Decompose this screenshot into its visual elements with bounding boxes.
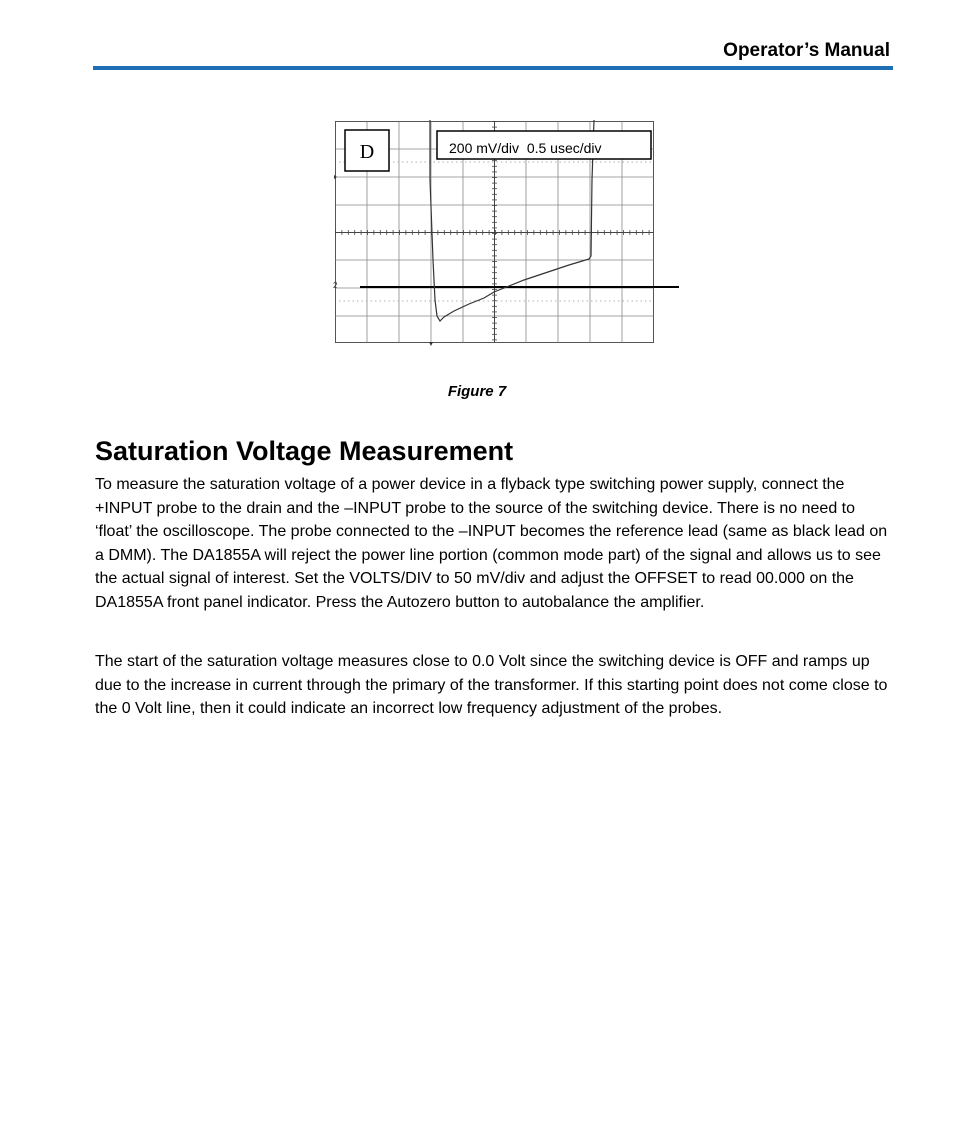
body-paragraph: To measure the saturation voltage of a power device in a flyback type switching power supply, connect the +INPUT probe to the drain and the –INPUT probe to the source of the switching device. There is no need to ‘float’ the oscilloscope. The probe connected to the –INPUT becomes the reference lead (same as black lead on a DMM). The DA1855A will reject the power line portion (common mode part) of the signal and allows us to see the actual signal of interest. Set the VOLTS/DIV to 50 mV/div and adjust the OFFSET to read 00.000 on the DA1855A front panel indicator. Press the Autozero button to autobalance the amplifier. xyxy=(95,476,888,611)
channel-label: D xyxy=(359,141,375,163)
bottom-marker xyxy=(429,342,433,346)
figure-caption: Figure 7 xyxy=(447,383,507,400)
ground-marker: 2 xyxy=(333,281,338,290)
header-rule xyxy=(93,66,893,70)
oscilloscope-figure xyxy=(334,120,680,348)
header-title: Operator’s Manual xyxy=(723,40,890,61)
body-paragraph: The start of the saturation voltage measures close to 0.0 Volt since the switching device is OFF and ramps up due to the increase in current through the primary of the transformer. If this starting point does not come close to the 0 Volt line, then it could indicate an incorrect low frequency adjustment of the probes. xyxy=(95,653,888,718)
scale-label: 200 mV/div 0.5 usec/div xyxy=(449,140,602,156)
section-heading: Saturation Voltage Measurement xyxy=(95,436,514,466)
